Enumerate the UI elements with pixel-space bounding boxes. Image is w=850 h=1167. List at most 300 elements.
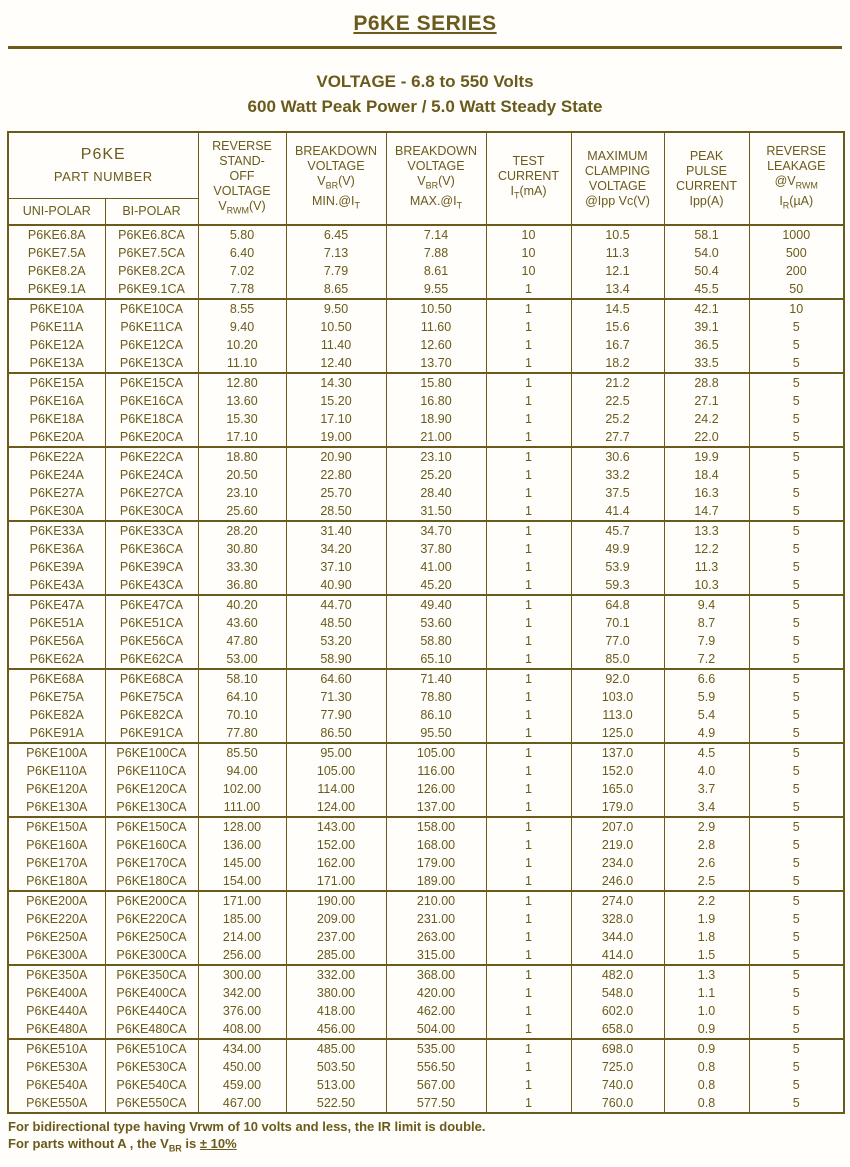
test-current: 1 (486, 965, 571, 984)
table-row (8, 447, 844, 466)
test-current: 1 (486, 928, 571, 946)
peak-pulse-current: 18.4 (664, 466, 749, 484)
table-row (8, 392, 844, 410)
breakdown-voltage-min: 37.10 (286, 558, 386, 576)
reverse-leakage: 5 (749, 1094, 844, 1113)
peak-pulse-current: 27.1 (664, 392, 749, 410)
reverse-leakage: 50 (749, 280, 844, 299)
table-row (8, 225, 844, 244)
test-current: 1 (486, 669, 571, 688)
breakdown-voltage-min: 14.30 (286, 373, 386, 392)
bi-polar-part: P6KE82CA (105, 706, 198, 724)
col-header-breakdown-voltage-max: BREAKDOWN VOLTAGE $V_{BR}(V)$ $MAX.@I_T$ (386, 132, 486, 225)
reverse-standoff-voltage: 145.00 (198, 854, 286, 872)
uni-polar-part: P6KE550A (8, 1094, 105, 1113)
reverse-leakage: 5 (749, 872, 844, 891)
breakdown-voltage-min: 86.50 (286, 724, 386, 743)
uni-polar-part: P6KE300A (8, 946, 105, 965)
test-current: 10 (486, 244, 571, 262)
reverse-leakage: 5 (749, 1039, 844, 1058)
max-clamping-voltage: 41.4 (571, 502, 664, 521)
reverse-standoff-voltage: 450.00 (198, 1058, 286, 1076)
uni-polar-part: P6KE530A (8, 1058, 105, 1076)
breakdown-voltage-max: 16.80 (386, 392, 486, 410)
max-clamping-voltage: 246.0 (571, 872, 664, 891)
peak-pulse-current: 3.7 (664, 780, 749, 798)
breakdown-voltage-max: 368.00 (386, 965, 486, 984)
max-clamping-voltage: 18.2 (571, 354, 664, 373)
reverse-leakage: 5 (749, 595, 844, 614)
table-row (8, 280, 844, 299)
table-row (8, 706, 844, 724)
breakdown-voltage-max: 78.80 (386, 688, 486, 706)
breakdown-voltage-min: 71.30 (286, 688, 386, 706)
page-title: P6KE SERIES (353, 12, 497, 35)
test-current: 10 (486, 262, 571, 280)
uni-polar-part: P6KE220A (8, 910, 105, 928)
bi-polar-part: P6KE18CA (105, 410, 198, 428)
peak-pulse-current: 39.1 (664, 318, 749, 336)
test-current: 1 (486, 410, 571, 428)
max-clamping-voltage: 760.0 (571, 1094, 664, 1113)
reverse-leakage: 5 (749, 780, 844, 798)
table-row (8, 965, 844, 984)
bi-polar-part: P6KE220CA (105, 910, 198, 928)
breakdown-voltage-max: 535.00 (386, 1039, 486, 1058)
col-header-breakdown-voltage-min: BREAKDOWN VOLTAGE $V_{BR}(V)$ $MIN.@I_T$ (286, 132, 386, 225)
test-current: 1 (486, 872, 571, 891)
reverse-standoff-voltage: 300.00 (198, 965, 286, 984)
reverse-leakage: 5 (749, 392, 844, 410)
table-row (8, 410, 844, 428)
breakdown-voltage-min: 143.00 (286, 817, 386, 836)
col-header-reverse-leakage: REVERSE LEAKAGE $@V_{RWM}$ $I_R(\mu A)$ (749, 132, 844, 225)
reverse-standoff-voltage: 23.10 (198, 484, 286, 502)
test-current: 1 (486, 910, 571, 928)
peak-pulse-current: 4.0 (664, 762, 749, 780)
peak-pulse-current: 12.2 (664, 540, 749, 558)
reverse-standoff-voltage: 256.00 (198, 946, 286, 965)
test-current: 1 (486, 854, 571, 872)
reverse-standoff-voltage: 40.20 (198, 595, 286, 614)
max-clamping-voltage: 16.7 (571, 336, 664, 354)
max-clamping-voltage: 548.0 (571, 984, 664, 1002)
peak-pulse-current: 2.2 (664, 891, 749, 910)
peak-pulse-current: 45.5 (664, 280, 749, 299)
reverse-standoff-voltage: 28.20 (198, 521, 286, 540)
max-clamping-voltage: 165.0 (571, 780, 664, 798)
breakdown-voltage-min: 332.00 (286, 965, 386, 984)
reverse-leakage: 5 (749, 762, 844, 780)
uni-polar-part: P6KE6.8A (8, 225, 105, 244)
reverse-leakage: 5 (749, 540, 844, 558)
test-current: 1 (486, 817, 571, 836)
breakdown-voltage-max: 34.70 (386, 521, 486, 540)
bi-polar-part: P6KE530CA (105, 1058, 198, 1076)
uni-polar-part: P6KE43A (8, 576, 105, 595)
reverse-leakage: 5 (749, 817, 844, 836)
breakdown-voltage-min: 237.00 (286, 928, 386, 946)
peak-pulse-current: 1.1 (664, 984, 749, 1002)
max-clamping-voltage: 414.0 (571, 946, 664, 965)
uni-polar-part: P6KE13A (8, 354, 105, 373)
bi-polar-part: P6KE43CA (105, 576, 198, 595)
breakdown-voltage-max: 137.00 (386, 798, 486, 817)
uni-polar-part: P6KE12A (8, 336, 105, 354)
breakdown-voltage-min: 162.00 (286, 854, 386, 872)
max-clamping-voltage: 137.0 (571, 743, 664, 762)
bi-polar-part: P6KE30CA (105, 502, 198, 521)
breakdown-voltage-max: 95.50 (386, 724, 486, 743)
max-clamping-voltage: 49.9 (571, 540, 664, 558)
uni-polar-part: P6KE510A (8, 1039, 105, 1058)
uni-polar-part: P6KE180A (8, 872, 105, 891)
max-clamping-voltage: 85.0 (571, 650, 664, 669)
peak-pulse-current: 1.5 (664, 946, 749, 965)
table-row (8, 798, 844, 817)
reverse-leakage: 5 (749, 891, 844, 910)
breakdown-voltage-min: 513.00 (286, 1076, 386, 1094)
reverse-standoff-voltage: 8.55 (198, 299, 286, 318)
test-current: 1 (486, 836, 571, 854)
table-row (8, 1058, 844, 1076)
peak-pulse-current: 54.0 (664, 244, 749, 262)
peak-pulse-current: 7.2 (664, 650, 749, 669)
uni-polar-part: P6KE400A (8, 984, 105, 1002)
bi-polar-part: P6KE550CA (105, 1094, 198, 1113)
peak-pulse-current: 4.5 (664, 743, 749, 762)
breakdown-voltage-max: 49.40 (386, 595, 486, 614)
reverse-standoff-voltage: 70.10 (198, 706, 286, 724)
breakdown-voltage-min: 53.20 (286, 632, 386, 650)
breakdown-voltage-min: 114.00 (286, 780, 386, 798)
test-current: 1 (486, 1058, 571, 1076)
breakdown-voltage-min: 48.50 (286, 614, 386, 632)
reverse-leakage: 5 (749, 410, 844, 428)
test-current: 1 (486, 946, 571, 965)
part-number-title: P6KE (80, 145, 126, 163)
test-current: 1 (486, 466, 571, 484)
table-row (8, 595, 844, 614)
max-clamping-voltage: 77.0 (571, 632, 664, 650)
bi-polar-part: P6KE170CA (105, 854, 198, 872)
test-current: 1 (486, 540, 571, 558)
peak-pulse-current: 11.3 (664, 558, 749, 576)
reverse-leakage: 500 (749, 244, 844, 262)
peak-pulse-current: 6.6 (664, 669, 749, 688)
max-clamping-voltage: 602.0 (571, 1002, 664, 1020)
breakdown-voltage-min: 28.50 (286, 502, 386, 521)
breakdown-voltage-max: 158.00 (386, 817, 486, 836)
max-clamping-voltage: 59.3 (571, 576, 664, 595)
bi-polar-part: P6KE9.1CA (105, 280, 198, 299)
max-clamping-voltage: 328.0 (571, 910, 664, 928)
breakdown-voltage-max: 15.80 (386, 373, 486, 392)
peak-pulse-current: 3.4 (664, 798, 749, 817)
reverse-standoff-voltage: 171.00 (198, 891, 286, 910)
table-row (8, 891, 844, 910)
table-row (8, 743, 844, 762)
peak-pulse-current: 1.3 (664, 965, 749, 984)
bi-polar-part: P6KE33CA (105, 521, 198, 540)
breakdown-voltage-max: 10.50 (386, 299, 486, 318)
reverse-leakage: 5 (749, 484, 844, 502)
bi-polar-part: P6KE160CA (105, 836, 198, 854)
test-current: 1 (486, 373, 571, 392)
max-clamping-voltage: 113.0 (571, 706, 664, 724)
breakdown-voltage-min: 31.40 (286, 521, 386, 540)
breakdown-voltage-max: 13.70 (386, 354, 486, 373)
test-current: 1 (486, 576, 571, 595)
peak-pulse-current: 19.9 (664, 447, 749, 466)
breakdown-voltage-max: 31.50 (386, 502, 486, 521)
test-current: 1 (486, 1076, 571, 1094)
test-current: 1 (486, 780, 571, 798)
peak-pulse-current: 16.3 (664, 484, 749, 502)
peak-pulse-current: 24.2 (664, 410, 749, 428)
table-row (8, 910, 844, 928)
part-number-header (8, 132, 198, 198)
reverse-standoff-voltage: 58.10 (198, 669, 286, 688)
reverse-standoff-voltage: 128.00 (198, 817, 286, 836)
reverse-standoff-voltage: 376.00 (198, 1002, 286, 1020)
uni-polar-part: P6KE33A (8, 521, 105, 540)
reverse-standoff-voltage: 17.10 (198, 428, 286, 447)
peak-pulse-current: 2.9 (664, 817, 749, 836)
reverse-standoff-voltage: 5.80 (198, 225, 286, 244)
title-divider (8, 46, 842, 49)
breakdown-voltage-min: 19.00 (286, 428, 386, 447)
peak-pulse-current: 2.8 (664, 836, 749, 854)
max-clamping-voltage: 11.3 (571, 244, 664, 262)
reverse-leakage: 5 (749, 965, 844, 984)
breakdown-voltage-max: 86.10 (386, 706, 486, 724)
reverse-leakage: 5 (749, 1020, 844, 1039)
test-current: 1 (486, 428, 571, 447)
table-row (8, 854, 844, 872)
peak-pulse-current: 10.3 (664, 576, 749, 595)
max-clamping-voltage: 27.7 (571, 428, 664, 447)
breakdown-voltage-max: 420.00 (386, 984, 486, 1002)
uni-polar-part: P6KE150A (8, 817, 105, 836)
reverse-standoff-voltage: 12.80 (198, 373, 286, 392)
max-clamping-voltage: 92.0 (571, 669, 664, 688)
col-header-test-current: TEST CURRENT $I_T(mA)$ (486, 132, 571, 225)
reverse-leakage: 5 (749, 798, 844, 817)
breakdown-voltage-min: 10.50 (286, 318, 386, 336)
test-current: 1 (486, 484, 571, 502)
table-row (8, 836, 844, 854)
uni-polar-part: P6KE350A (8, 965, 105, 984)
max-clamping-voltage: 482.0 (571, 965, 664, 984)
bi-polar-part: P6KE20CA (105, 428, 198, 447)
bi-polar-part: P6KE510CA (105, 1039, 198, 1058)
reverse-leakage: 5 (749, 669, 844, 688)
table-header (8, 132, 844, 225)
bi-polar-part: P6KE62CA (105, 650, 198, 669)
breakdown-voltage-min: 418.00 (286, 1002, 386, 1020)
breakdown-voltage-min: 171.00 (286, 872, 386, 891)
uni-polar-part: P6KE130A (8, 798, 105, 817)
reverse-standoff-voltage: 33.30 (198, 558, 286, 576)
table-row (8, 262, 844, 280)
breakdown-voltage-min: 105.00 (286, 762, 386, 780)
max-clamping-voltage: 25.2 (571, 410, 664, 428)
breakdown-voltage-min: 380.00 (286, 984, 386, 1002)
col-header-uni-polar: UNI-POLAR (8, 198, 105, 225)
reverse-leakage: 5 (749, 854, 844, 872)
bi-polar-part: P6KE39CA (105, 558, 198, 576)
breakdown-voltage-min: 15.20 (286, 392, 386, 410)
breakdown-voltage-max: 23.10 (386, 447, 486, 466)
breakdown-voltage-max: 11.60 (386, 318, 486, 336)
reverse-standoff-voltage: 25.60 (198, 502, 286, 521)
max-clamping-voltage: 234.0 (571, 854, 664, 872)
table-row (8, 576, 844, 595)
reverse-leakage: 1000 (749, 225, 844, 244)
uni-polar-part: P6KE7.5A (8, 244, 105, 262)
reverse-leakage: 5 (749, 743, 844, 762)
breakdown-voltage-min: 44.70 (286, 595, 386, 614)
peak-pulse-current: 13.3 (664, 521, 749, 540)
uni-polar-part: P6KE30A (8, 502, 105, 521)
reverse-leakage: 5 (749, 1058, 844, 1076)
table-row (8, 299, 844, 318)
peak-pulse-current: 14.7 (664, 502, 749, 521)
peak-pulse-current: 1.8 (664, 928, 749, 946)
table-row (8, 466, 844, 484)
bi-polar-part: P6KE440CA (105, 1002, 198, 1020)
reverse-leakage: 5 (749, 576, 844, 595)
table-row (8, 724, 844, 743)
reverse-standoff-voltage: 15.30 (198, 410, 286, 428)
bi-polar-part: P6KE7.5CA (105, 244, 198, 262)
uni-polar-part: P6KE170A (8, 854, 105, 872)
bi-polar-part: P6KE16CA (105, 392, 198, 410)
reverse-standoff-voltage: 30.80 (198, 540, 286, 558)
test-current: 1 (486, 743, 571, 762)
reverse-leakage: 5 (749, 910, 844, 928)
reverse-standoff-voltage: 36.80 (198, 576, 286, 595)
breakdown-voltage-max: 41.00 (386, 558, 486, 576)
reverse-leakage: 5 (749, 466, 844, 484)
table-row (8, 817, 844, 836)
reverse-standoff-voltage: 467.00 (198, 1094, 286, 1113)
peak-pulse-current: 0.8 (664, 1058, 749, 1076)
breakdown-voltage-max: 8.61 (386, 262, 486, 280)
max-clamping-voltage: 344.0 (571, 928, 664, 946)
uni-polar-part: P6KE75A (8, 688, 105, 706)
reverse-leakage: 5 (749, 502, 844, 521)
reverse-standoff-voltage: 85.50 (198, 743, 286, 762)
peak-pulse-current: 2.6 (664, 854, 749, 872)
reverse-leakage: 5 (749, 558, 844, 576)
uni-polar-part: P6KE36A (8, 540, 105, 558)
table-row (8, 614, 844, 632)
uni-polar-part: P6KE39A (8, 558, 105, 576)
bi-polar-part: P6KE180CA (105, 872, 198, 891)
breakdown-voltage-max: 105.00 (386, 743, 486, 762)
test-current: 1 (486, 614, 571, 632)
reverse-standoff-voltage: 20.50 (198, 466, 286, 484)
table-row (8, 1076, 844, 1094)
bi-polar-part: P6KE47CA (105, 595, 198, 614)
bi-polar-part: P6KE6.8CA (105, 225, 198, 244)
uni-polar-part: P6KE20A (8, 428, 105, 447)
max-clamping-voltage: 33.2 (571, 466, 664, 484)
max-clamping-voltage: 21.2 (571, 373, 664, 392)
max-clamping-voltage: 125.0 (571, 724, 664, 743)
peak-pulse-current: 5.4 (664, 706, 749, 724)
test-current: 1 (486, 724, 571, 743)
reverse-standoff-voltage: 6.40 (198, 244, 286, 262)
uni-polar-part: P6KE91A (8, 724, 105, 743)
reverse-leakage: 5 (749, 632, 844, 650)
peak-pulse-current: 0.8 (664, 1076, 749, 1094)
max-clamping-voltage: 274.0 (571, 891, 664, 910)
bi-polar-part: P6KE250CA (105, 928, 198, 946)
peak-pulse-current: 22.0 (664, 428, 749, 447)
test-current: 1 (486, 354, 571, 373)
col-header-reverse-standoff-voltage: REVERSE STAND- OFF VOLTAGE $V_{RWM}(V)$ (198, 132, 286, 225)
table-row (8, 1094, 844, 1113)
breakdown-voltage-max: 18.90 (386, 410, 486, 428)
reverse-standoff-voltage: 111.00 (198, 798, 286, 817)
breakdown-voltage-max: 45.20 (386, 576, 486, 595)
breakdown-voltage-min: 7.79 (286, 262, 386, 280)
reverse-leakage: 5 (749, 928, 844, 946)
reverse-standoff-voltage: 7.02 (198, 262, 286, 280)
table-row (8, 669, 844, 688)
voltage-range-subtitle: VOLTAGE - 6.8 to 550 Volts (316, 72, 534, 91)
test-current: 1 (486, 336, 571, 354)
bi-polar-part: P6KE12CA (105, 336, 198, 354)
peak-pulse-current: 58.1 (664, 225, 749, 244)
max-clamping-voltage: 22.5 (571, 392, 664, 410)
uni-polar-part: P6KE47A (8, 595, 105, 614)
breakdown-voltage-max: 210.00 (386, 891, 486, 910)
breakdown-voltage-max: 567.00 (386, 1076, 486, 1094)
breakdown-voltage-max: 315.00 (386, 946, 486, 965)
breakdown-voltage-min: 20.90 (286, 447, 386, 466)
uni-polar-part: P6KE68A (8, 669, 105, 688)
max-clamping-voltage: 658.0 (571, 1020, 664, 1039)
reverse-leakage: 5 (749, 336, 844, 354)
breakdown-voltage-max: 231.00 (386, 910, 486, 928)
breakdown-voltage-max: 179.00 (386, 854, 486, 872)
uni-polar-part: P6KE160A (8, 836, 105, 854)
test-current: 1 (486, 650, 571, 669)
peak-pulse-current: 33.5 (664, 354, 749, 373)
bi-polar-part: P6KE36CA (105, 540, 198, 558)
peak-pulse-current: 9.4 (664, 595, 749, 614)
breakdown-voltage-max: 65.10 (386, 650, 486, 669)
bi-polar-part: P6KE11CA (105, 318, 198, 336)
max-clamping-voltage: 53.9 (571, 558, 664, 576)
table-row (8, 1020, 844, 1039)
uni-polar-part: P6KE11A (8, 318, 105, 336)
breakdown-voltage-min: 77.90 (286, 706, 386, 724)
reverse-leakage: 5 (749, 984, 844, 1002)
test-current: 1 (486, 1002, 571, 1020)
max-clamping-voltage: 12.1 (571, 262, 664, 280)
bi-polar-part: P6KE22CA (105, 447, 198, 466)
specs-table (7, 131, 845, 1114)
reverse-leakage: 5 (749, 1076, 844, 1094)
reverse-leakage: 10 (749, 299, 844, 318)
breakdown-voltage-min: 190.00 (286, 891, 386, 910)
peak-pulse-current: 8.7 (664, 614, 749, 632)
